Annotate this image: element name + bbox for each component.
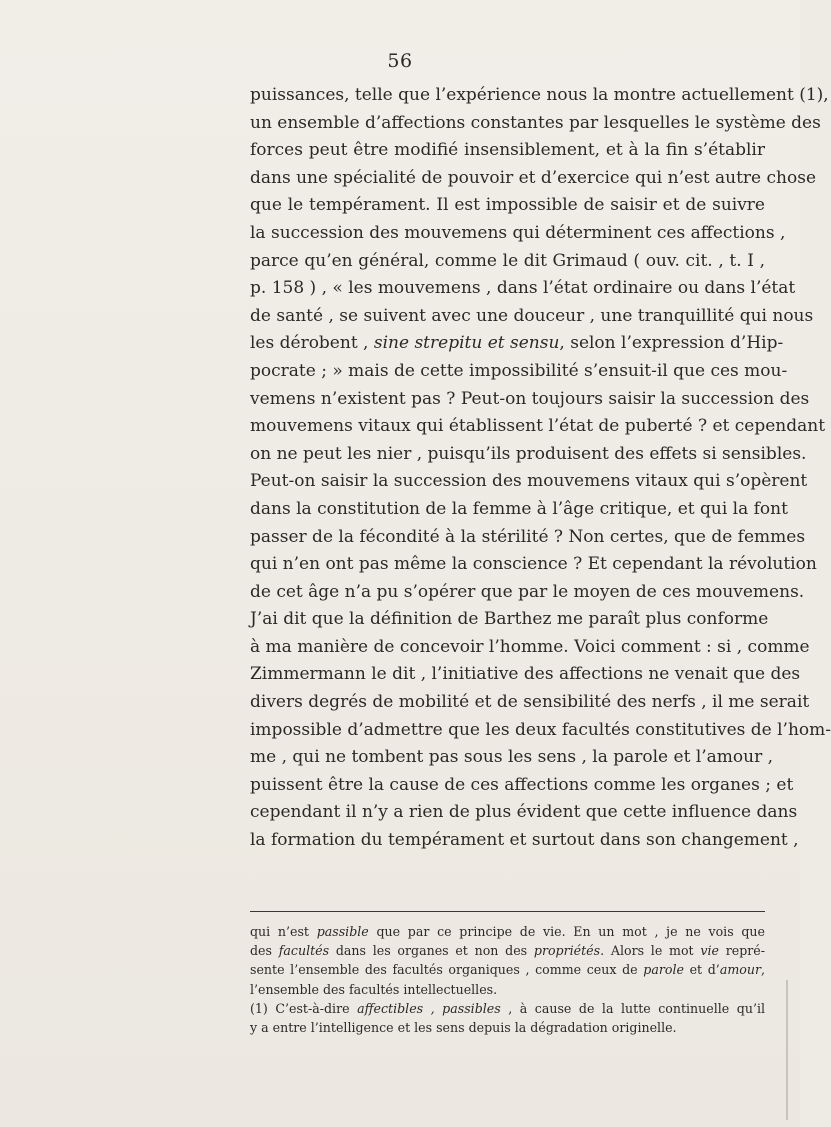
- text-line: passer de la fécondité à la stérilité ? Non certes, que de femmes: [250, 526, 806, 547]
- text-line: pocrate ; » mais de cette impossibilité s’ensuit-il que ces mou-: [250, 360, 788, 381]
- text-line: forces peut être modifié insensiblement, et à la fin s’établir: [250, 140, 765, 161]
- footnotes-block: [250, 922, 765, 1037]
- italic-phrase: passible: [316, 924, 369, 939]
- text-line: parce qu’en général, comme le dit Grimaud ( ouv. cit. , t. I ,: [250, 250, 765, 271]
- main-text-block: [250, 82, 831, 855]
- text-line: divers degrés de mobilité et de sensibilité des nerfs , il me serait: [250, 692, 810, 713]
- italic-phrase: sine strepitu et sensu: [373, 333, 560, 354]
- italic-phrase: propriétés: [533, 943, 601, 959]
- text-line: de cet âge n’a pu s’opérer que par le moyen de ces mouvemens.: [250, 581, 805, 602]
- footnote-line: qui n’est passible que par ce principe de vie. En un mot , je ne vois que: [250, 924, 765, 939]
- text-line: dans la constitution de la femme à l’âge critique, et qui la font: [250, 498, 788, 519]
- text-line: Zimmermann le dit , l’initiative des affections ne venait que des: [250, 664, 801, 685]
- text-line: qui n’en ont pas même la conscience ? Et cependant la révolution: [250, 554, 817, 575]
- text-line: p. 158 ) , « les mouvemens , dans l’état ordinaire ou dans l’état: [250, 278, 796, 299]
- page-edge-mark: [786, 980, 788, 1120]
- text-line: mouvemens vitaux qui établissent l’état de puberté ? et cependant: [250, 416, 826, 437]
- footnote-line: des facultés dans les organes et non des propriétés. Alors le mot vie repré-: [250, 943, 765, 959]
- text-line: la succession des mouvemens qui déterminent ces affections ,: [250, 222, 786, 243]
- italic-phrase: affectibles , passibles: [357, 1000, 501, 1016]
- text-line: à ma manière de concevoir l’homme. Voici comment : si , comme: [250, 636, 810, 657]
- text-line: puissent être la cause de ces affections comme les organes ; et: [250, 774, 794, 795]
- text-line: vemens n’existent pas ? Peut-on toujours saisir la succession des: [250, 388, 810, 409]
- text-line: de santé , se suivent avec une douceur , une tranquillité qui nous: [250, 305, 814, 326]
- text-line: la formation du tempérament et surtout dans son changement ,: [250, 830, 799, 851]
- text-line: les dérobent , sine strepitu et sensu, selon l’expression d’Hip-: [250, 333, 784, 354]
- italic-phrase: vie: [700, 943, 719, 959]
- page-number: 56: [387, 50, 413, 72]
- text-line: que le tempérament. Il est impossible de saisir et de suivre: [250, 195, 765, 216]
- text-line: impossible d’admettre que les deux facultés constitutives de l’hom-: [250, 719, 831, 740]
- footnote-line: sente l’ensemble des facultés organiques , comme ceux de parole et d’amour,: [250, 962, 765, 978]
- text-line: dans une spécialité de pouvoir et d’exercice qui n’est autre chose: [250, 167, 817, 188]
- text-line: on ne peut les nier , puisqu’ils produisent des effets si sensibles.: [250, 443, 807, 464]
- italic-phrase: facultés: [278, 943, 330, 959]
- text-line: J’ai dit que la définition de Barthez me paraît plus conforme: [250, 609, 769, 630]
- footnote-line: (1) C’est-à-dire affectibles , passibles , à cause de la lutte continuelle qu’il: [250, 1000, 765, 1016]
- footnote-divider: [250, 911, 765, 912]
- italic-phrase: amour: [719, 962, 761, 978]
- text-line: Peut-on saisir la succession des mouvemens vitaux qui s’opèrent: [250, 471, 808, 492]
- text-line: puissances, telle que l’expérience nous la montre actuellement (1),: [250, 85, 829, 105]
- footnote-line: y a entre l’intelligence et les sens depuis la dégradation originelle.: [250, 1019, 677, 1035]
- text-line: cependant il n’y a rien de plus évident que cette influence dans: [250, 802, 798, 823]
- italic-phrase: parole: [643, 962, 684, 978]
- text-line: me , qui ne tombent pas sous les sens , la parole et l’amour ,: [250, 747, 774, 768]
- text-line: un ensemble d’affections constantes par lesquelles le système des: [250, 112, 821, 133]
- footnote-line: l’ensemble des facultés intellectuelles.: [250, 981, 498, 997]
